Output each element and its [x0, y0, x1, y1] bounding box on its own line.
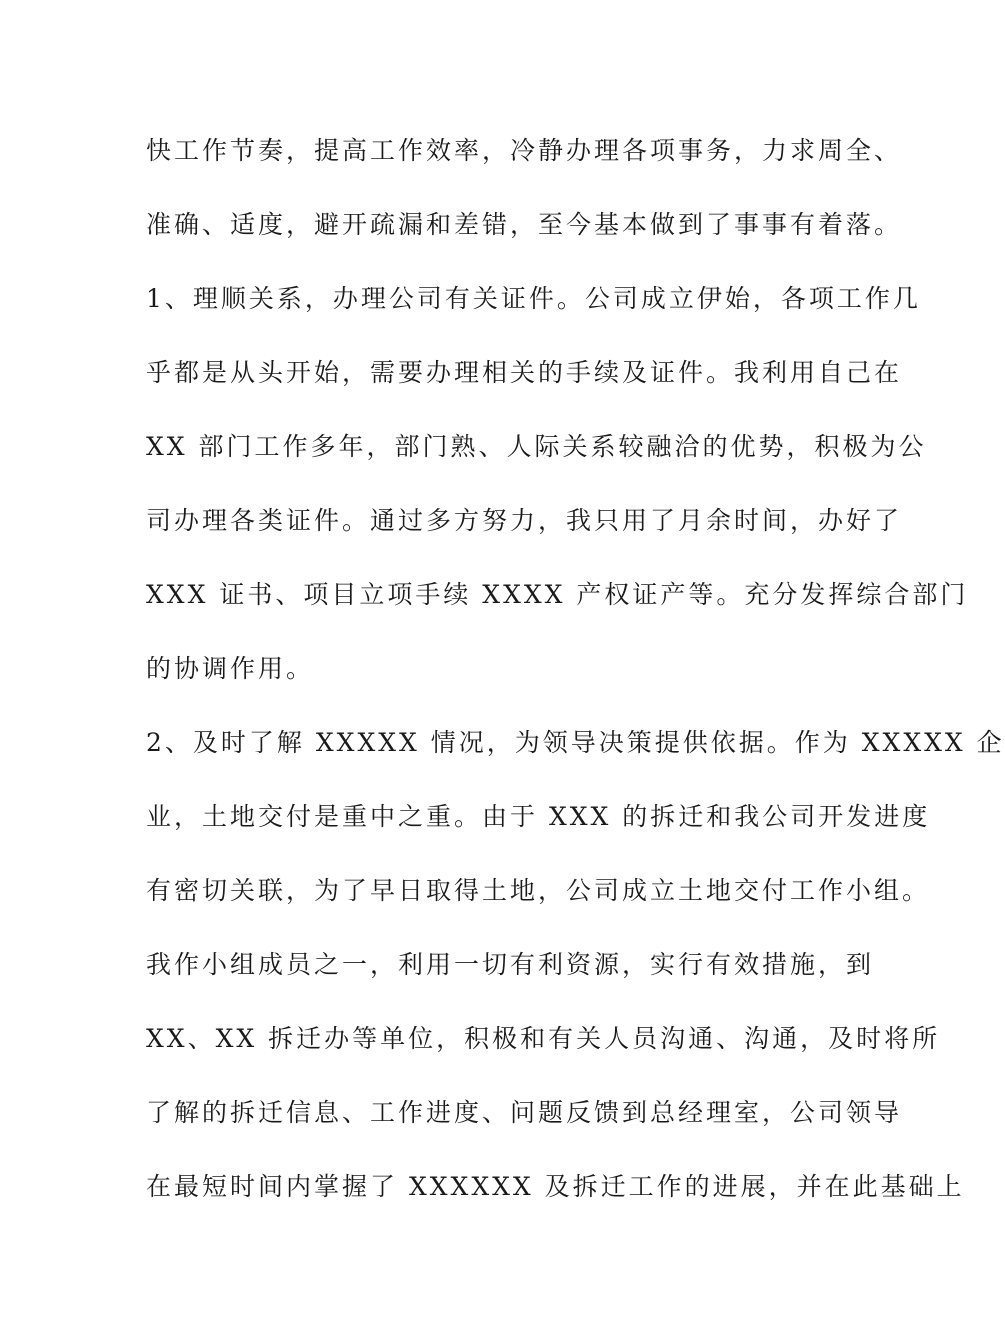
text-line: 业，土地交付是重中之重。由于 XXX 的拆迁和我公司开发进度 — [146, 802, 931, 831]
text-line: 了解的拆迁信息、工作进度、问题反馈到总经理室，公司领导 — [146, 1098, 903, 1127]
text-line: 我作小组成员之一，利用一切有利资源，实行有效措施，到 — [146, 950, 875, 979]
text-line: XXX 证书、项目立项手续 XXXX 产权证产等。充分发挥综合部门 — [146, 580, 969, 609]
body-text — [146, 128, 1005, 1238]
text-line: 在最短时间内掌握了 XXXXXX 及拆迁工作的进展，并在此基础上 — [146, 1172, 965, 1201]
text-line: 准确、适度，避开疏漏和差错，至今基本做到了事事有着落。 — [146, 210, 903, 239]
text-line: XX、XX 拆迁办等单位，积极和有关人员沟通、沟通，及时将所 — [146, 1024, 941, 1053]
text-line: 快工作节奏，提高工作效率，冷静办理各项事务，力求周全、 — [146, 136, 903, 165]
text-line: XX 部门工作多年，部门熟、人际关系较融洽的优势，积极为公 — [146, 432, 927, 461]
text-line: 司办理各类证件。通过多方努力，我只用了月余时间，办好了 — [146, 506, 903, 535]
text-line: 2、及时了解 XXXXX 情况，为领导决策提供依据。作为 XXXXX 企 — [146, 728, 1005, 757]
text-line: 的协调作用。 — [146, 654, 315, 683]
text-line: 有密切关联，为了早日取得土地，公司成立土地交付工作小组。 — [146, 876, 931, 905]
text-line: 1、理顺关系，办理公司有关证件。公司成立伊始，各项工作几 — [146, 284, 921, 313]
text-line: 乎都是从头开始，需要办理相关的手续及证件。我利用自己在 — [146, 358, 903, 387]
